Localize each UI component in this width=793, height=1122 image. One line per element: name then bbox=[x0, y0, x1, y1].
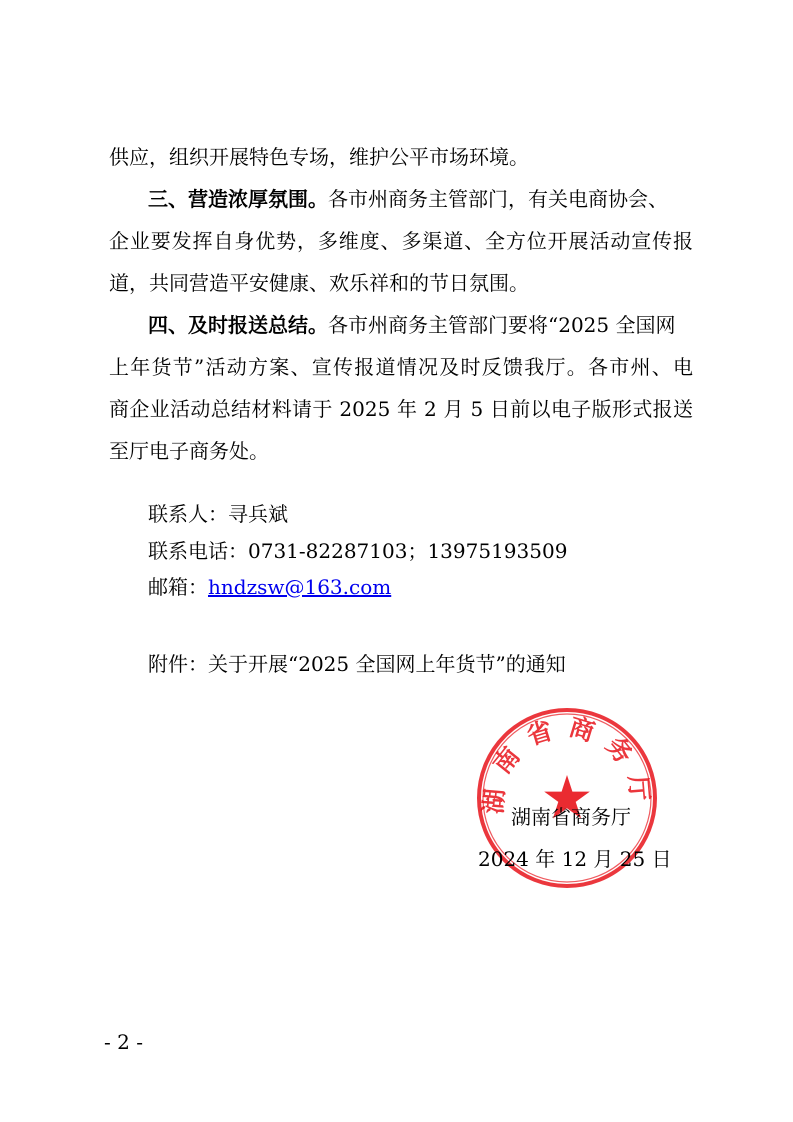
contact-phone: 联系电话：0731-82287103；13975193509 bbox=[148, 539, 568, 563]
paragraph-line: 道，共同营造平安健康、欢乐祥和的节日氛围。 bbox=[109, 271, 529, 295]
paragraph-line: 上年货节”活动方案、宣传报道情况及时反馈我厅。各市州、电 bbox=[109, 355, 693, 379]
paragraph-line: 企业要发挥自身优势，多维度、多渠道、全方位开展活动宣传报 bbox=[109, 229, 693, 253]
paragraph-line bbox=[148, 185, 668, 213]
email-label: 邮箱： bbox=[148, 575, 208, 599]
signature-org: 湖南省商务厅 bbox=[511, 805, 631, 829]
paragraph-line: 至厅电子商务处。 bbox=[109, 439, 269, 463]
contact-person: 联系人：寻兵斌 bbox=[148, 502, 288, 526]
page-number: - 2 - bbox=[104, 1030, 143, 1054]
paragraph-text: 各市州商务主管部门要将“2025 全国网 bbox=[328, 313, 676, 337]
email-link[interactable]: hndzsw@163.com bbox=[208, 575, 392, 599]
paragraph-line bbox=[148, 311, 675, 339]
section-heading: 四、及时报送总结。 bbox=[148, 313, 328, 337]
paragraph-line: 供应，组织开展特色专场，维护公平市场环境。 bbox=[109, 145, 529, 169]
attachment-line: 附件：关于开展“2025 全国网上年货节”的通知 bbox=[148, 652, 566, 676]
contact-email-row bbox=[148, 573, 391, 601]
signature-date: 2024 年 12 月 25 日 bbox=[478, 847, 672, 871]
seal-text: 湖南省商务厅 bbox=[478, 711, 656, 815]
section-heading: 三、营造浓厚氛围。 bbox=[148, 187, 328, 211]
paragraph-line: 商企业活动总结材料请于 2025 年 2 月 5 日前以电子版形式报送 bbox=[109, 397, 693, 421]
paragraph-text: 各市州商务主管部门，有关电商协会、 bbox=[328, 187, 668, 211]
